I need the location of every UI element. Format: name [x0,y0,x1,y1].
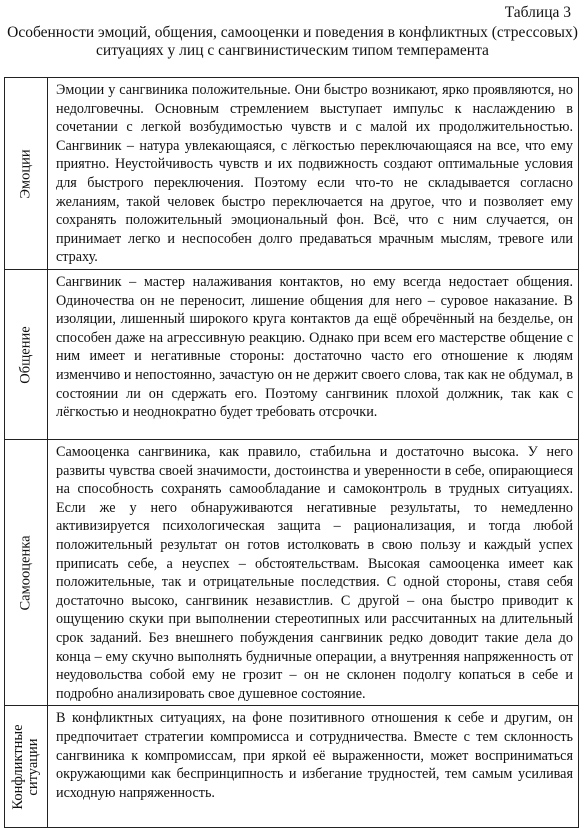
row-label-conflict [11,724,41,809]
table-caption: Особенности эмоций, общения, самооценки и поведения в конфликтных (стрессовых) ситуациях у лиц с сангвинистическим типом темперамента [7,24,578,59]
row-description-self-esteem: Самооценка сангвиника, как правило, стабильна и достаточно высока. У него развиты чувства своей значимости, достоинства и уверенности в себе, опирающиеся на способность сохранять самообладание и самоконтроль в трудных ситуациях. Если же у него обнаруживаются негативные результаты, то немедленно активизируется психологическая защита – рационализация, и тогда любой положительный результат он готов истолковать в свою пользу и каждый успех приписать себе, а неуспех – обстоятельствам. Высокая самооценка имеет как положительные, так и отрицательные последствия. С одной стороны, ставя себя достаточно высоко, сангвиник независтлив. С другой – она быстро приводит к ощущению скуки при выполнении стереотипных или рассчитанных на длительный срок заданий. Без внешнего побуждения сангвиник редко доводит такие дела до конца – ему скучно выполнять будничные операции, а внутренняя напряженность от неудовольства собой ему не грозит – он не склонен подолгу копаться в себе и подробно анализировать свое душевное состояние. [48,440,579,706]
row-description-emotions: Эмоции у сангвиника положительные. Они быстро возникают, ярко проявляются, но недолговечны. Основным стремлением выступает импульс к наслаждению в сочетании с легкой возбудимостью чувств и с малой их продолжительностью. Сангвиник – натура увлекающаяся, с лёгкостью переключающаяся на все, что ему приятно. Неустойчивость чувств и их подвижность создают оптимальные условия для быстрого переключения. Поэтому если что-то не складывается согласно желаниям, такой человек быстро переключается на другое, что и позволяет ему сохранять положительный эмоциональный фон. Всё, что с ним случается, он принимает легко и неспособен долго предаваться мрачным мыслям, тревоге или страху. [48,78,579,270]
row-description-conflict: В конфликтных ситуациях, на фоне позитивного отношения к себе и другим, он предпочитает стратегии компромисса и сотрудничества. Вместе с тем склонность сангвиника к компромиссам, при яркой её выраженности, может восприниматься окружающими как беспринципность и избегание трудностей, тем самым усиливая исходную напряженность. [48,706,579,828]
row-label-communication [19,326,34,383]
row-label-cell [5,706,48,828]
temperament-table [4,77,579,828]
row-label-cell [5,270,48,440]
table-row-self-esteem [5,440,579,706]
row-label-text: Самооценка [17,535,34,611]
row-label-cell [5,78,48,270]
row-label-cell [5,440,48,706]
table-number: Таблица 3 [504,4,571,21]
row-label-text: Конфликтные [10,724,26,810]
row-label-text: Эмоции [17,148,34,199]
row-label-text-line2: ситуации [25,738,41,796]
row-label-emotions [19,149,34,198]
row-label-text: Общение [17,325,34,384]
row-label-self-esteem [19,535,34,610]
table-row-conflict [5,706,579,828]
table-row-communication [5,270,579,440]
table-row-emotions [5,78,579,270]
row-description-communication: Сангвиник – мастер налаживания контактов, но ему всегда недостает общения. Одиночества он не переносит, лишение общения для него – суровое наказание. В изоляции, лишенный широкого круга контактов да ещё обречённый на безделье, он способен даже на агрессивную реакцию. Однако при всем его мастерстве общение с ним имеет и негативные стороны: достаточно часто его отношение к людям изменчиво и непостоянно, зачастую он не держит своего слова, так как не обдумал, в состоянии ли он сдержать его. Поэтому сангвиник плохой должник, так как с лёгкостью и неоднократно будет требовать отсрочки. [48,270,579,440]
